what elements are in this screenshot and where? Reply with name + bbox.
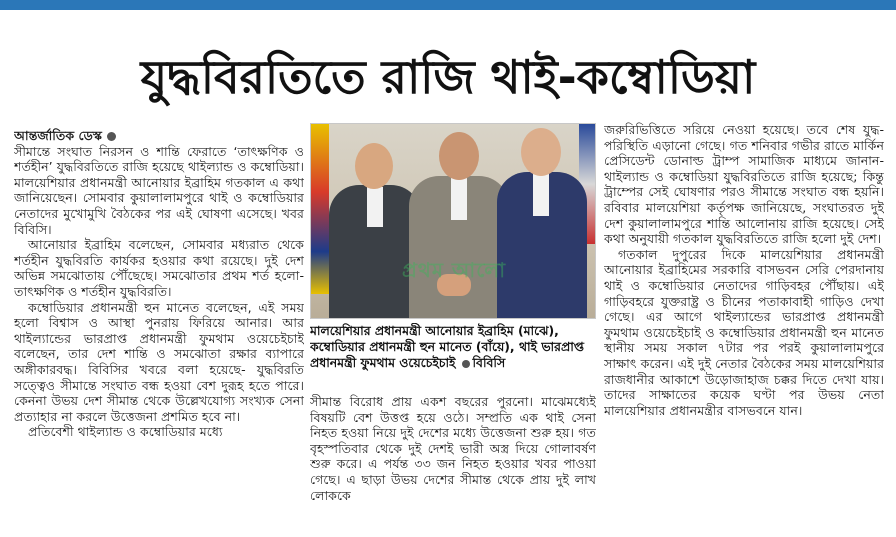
news-photo	[310, 123, 596, 319]
paragraph: প্রতিবেশী থাইল্যান্ড ও কম্বোডিয়ার মধ্যে	[28, 424, 223, 440]
photo-caption	[310, 323, 596, 389]
top-color-rule	[0, 0, 896, 10]
desk-label: আন্তর্জাতিক ডেস্ক	[14, 128, 304, 144]
paragraph: কম্বোডিয়ার প্রধানমন্ত্রী হুন মানেত বলেছেন, এই সময় হলো বিশ্বাস ও আস্থা পুনরায় ফিরিয়ে আনার। আর থাইল্যান্ডের ভারপ্রাপ্ত প্রধানমন্ত্রী ফুমথাম ওয়েচেইচাই বলেছেন, তার দেশ শান্তি ও সমঝোতা রক্ষার ব্যাপারে অঙ্গীকারবদ্ধ। বিবিসির খবরে বলা হয়েছে- যুদ্ধবিরতি সত্ত্বেও সীমান্তে সংঘাত বন্ধ হওয়া বেশ দুরূহ হতে পারে। কেননা উভয় দেশ সীমান্ত থেকে উল্লেখযোগ্য সংখ্যক সেনা প্রত্যাহার না করলে উত্তেজনা প্রশমিত হবে না।	[14, 299, 304, 424]
person-phumtham-wechayachai	[497, 128, 587, 318]
paragraph: গতকাল দুপুরের দিকে মালয়েশিয়ার প্রধানমন্ত্রী আনোয়ার ইব্রাহিমের সরকারি বাসভবন সেরি পেরদানায় থাই ও কম্বোডিয়ার নেতাদের গাড়িবহর পৌঁছায়। এই গাড়িবহরে যুক্তরাষ্ট্র ও চীনের পতাকাবাহী গাড়িও দেখা গেছে। এর আগে থাইল্যান্ডের ভারপ্রাপ্ত প্রধানমন্ত্রী ফুমথাম ওয়েচেইচাই ও কম্বোডিয়ার প্রধানমন্ত্রী হুন মানেত স্থানীয় সময় সকাল ৭টার পর পরই কুয়ালালামপুরে সাক্ষাৎ করেন। এই দুই নেতার বৈঠকের সময় মালয়েশিয়ার রাজধানীর আকাশে উড়োজাহাজ চক্কর দিতে দেখা যায়। তাদের সাক্ষাতের কয়েক ঘণ্টা পর উভয় নেতা মালয়েশিয়ার প্রধানমন্ত্রীর বাসভবনে যান।	[604, 246, 884, 418]
article-column-3	[604, 122, 884, 532]
person-hun-manet	[329, 143, 421, 318]
photo-credit: বিবিসি	[472, 355, 506, 370]
paragraph: আনোয়ার ইব্রাহিম বলেছেন, সোমবার মধ্যরাত থেকে শর্তহীন যুদ্ধবিরতি কার্যকর হওয়ার কথা রয়েছে। দুই দেশ অভিন্ন সমঝোতায় পৌঁছেছে। সমঝোতার প্রথম শর্ত হলো- তাৎক্ষণিক ও শর্তহীন যুদ্ধবিরতি।	[14, 237, 304, 299]
article-column-2	[310, 394, 596, 532]
caption-text: মালয়েশিয়ার প্রধানমন্ত্রী আনোয়ার ইব্রাহিম (মাঝে), কম্বোডিয়ার প্রধানমন্ত্রী হুন মানেত (বাঁয়ে), থাই ভারপ্রাপ্ত প্রধানমন্ত্রী ফুমথাম ওয়েচেইচাই	[310, 323, 584, 370]
headline: যুদ্ধবিরতিতে রাজি থাই-কম্বোডিয়া	[140, 50, 756, 104]
photo-watermark: প্রথম আলো	[401, 258, 507, 282]
desk-bullet-icon	[107, 132, 116, 141]
article-column-1	[14, 128, 304, 532]
paragraph: জরুরিভিত্তিতে সরিয়ে নেওয়া হয়েছে। তবে শেষ যুদ্ধ-পরিস্থিতি এড়ানো গেছে। গত শনিবার গভীর রাতে মার্কিন প্রেসিডেন্ট ডোনাল্ড ট্রাম্প সামাজিক মাধ্যমে জানান- থাইল্যান্ড ও কম্বোডিয়া যুদ্ধবিরতিতে রাজি হয়েছে; কিন্তু ট্রাম্পের সেই ঘোষণার পরও সীমান্তে সংঘাত বন্ধ হয়নি। রবিবার মালয়েশিয়া কর্তৃপক্ষ জানিয়েছে, সংঘাতরত দুই দেশ কুয়ালালামপুরে শান্তি আলোনায় রাজি হয়েছে। সেই কথা অনুযায়ী গতকাল যুদ্ধবিরতিতে রাজি হলো দুই দেশ।	[604, 122, 884, 247]
paragraph: সীমান্তে সংঘাত নিরসন ও শান্তি ফেরাতে ‘তাৎক্ষণিক ও শর্তহীন’ যুদ্ধবিরতিতে রাজি হয়েছে থাইল্যান্ড ও কম্বোডিয়া। মালয়েশিয়ার প্রধানমন্ত্রী আনোয়ার ইব্রাহিম গতকাল এ কথা জানিয়েছেন। সোমবার কুয়ালালামপুরে থাই ও কম্বোডিয়ার নেতাদের মুখোমুখি বৈঠকের পর এই ঘোষণা এসেছে। খবর বিবিসি।	[14, 143, 304, 237]
paragraph: সীমান্ত বিরোধ প্রায় একশ বছরের পুরনো। মাঝেমধ্যেই বিষয়টি বেশ উত্তপ্ত হয়ে ওঠে। সম্প্রতি এক থাই সেনা নিহত হওয়া নিয়ে দুই দেশের মধ্যে উত্তেজনা শুরু হয়। গত বৃহস্পতিবার থেকে দুই দেশই ভারী অস্ত্র দিয়ে গোলাবর্ষণ শুরু করে। এ পর্যন্ত ৩৩ জন নিহত হওয়ার খবর পাওয়া গেছে। এ ছাড়া উভয় দেশের সীমান্ত থেকে প্রায় দুই লাখ লোককে	[310, 394, 596, 503]
credit-bullet-icon	[462, 360, 470, 368]
malaysia-flag	[311, 124, 329, 294]
